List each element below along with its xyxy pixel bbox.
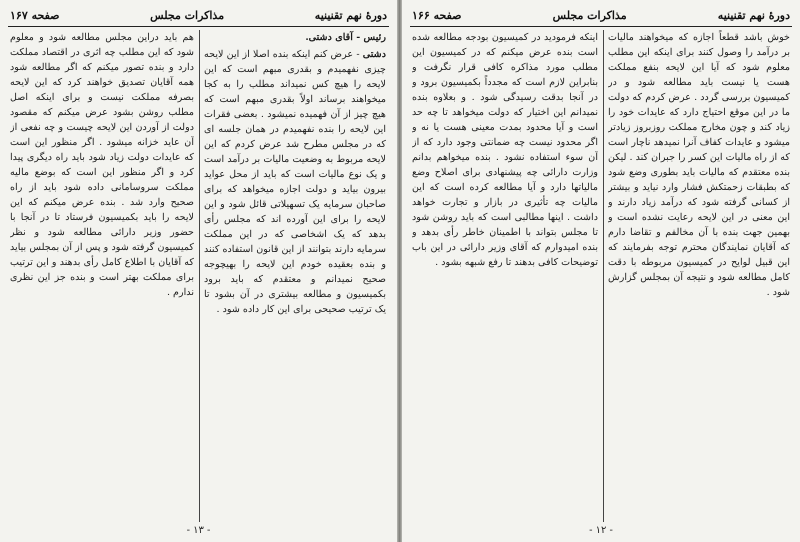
right-page-folio: - ۱۲ - (589, 525, 613, 536)
left-page-folio: - ۱۳ - (186, 525, 211, 536)
right-column-divider (603, 30, 604, 522)
left-page (0, 0, 397, 542)
left-center-title: مذاکرات مجلس (150, 8, 225, 22)
left-page-header (10, 6, 387, 24)
right-header-rule (410, 26, 792, 27)
left-header-rule (8, 26, 389, 27)
left-right-column-text: - عرض کنم اینکه بنده اصلا از این لایحه چیزی نفهمیدم و بقدری مبهم است که این لایحه را هیچ کس نمیداند مطلب را به کجا میخواهند برساند اولاً بقدری مبهم است که هیچ چیز از آن فهمیده نمیشود . بعضی فقرات این لایحه را بنده نفهمیدم در همان جلسه ای که در مجلس مطرح شد عرض کردم که این لایحه مربوط به وضعیت مالیات بر درآمد است و یک نوع مالیات است که باید از محل عواید بیرون بیاید و دولت اجازه میخواهد که برای صاحبان سرمایه یک تسهیلاتی قائل شود و این لایحه را برای این آورده اند که مجلس رأی بدهد که یک اشخاصی که در این مملکت سرمایه دارند بتوانند از این قانون استفاده کنند و بنده بعقیده خودم این لایحه را بهیچوجه صحیح نمیدانم و معتقدم که باید برود بکمیسیون و مطالعه بیشتری در آن بشود تا یک ترتیب صحیحی برای این کار داده شود . (204, 49, 386, 315)
right-page-header (412, 6, 790, 24)
left-page-number: صفحه ۱۶۷ (10, 8, 60, 22)
speaker-name: دشتی (362, 49, 386, 60)
right-page-left-column (412, 30, 598, 522)
left-journal-title: دورهٔ نهم تقنینیه (314, 8, 387, 22)
right-page (402, 0, 800, 542)
right-page-right-column (608, 30, 790, 522)
right-right-column-text: خوش باشد قطعاً اجازه که میخواهند مالیات بر درآمد را وصول کنند برای اینکه این مطلب معلوم شود که آیا این لایحه بنفع مملکت هست یا نیست باید مطالعه شود و در کمیسیون بررسی گردد . عرض کردم که دولت ما در این موقع احتیاج دارد که عایدات خود را زیاد کند و چون مخارج مملکت روزبروز زیادتر میشود و عایدات کفاف آنرا نمیدهد ناچار است که از راه مالیات این کسر را جبران کند . لیکن بنده معتقدم که مالیات باید بطوری وضع شود که بطبقات زحمتکش فشار وارد نیاید و بیشتر از کسانی گرفته شود که درآمد زیاد دارند و این معنی در این لایحه رعایت نشده است و بهمین جهت بنده با آن مخالفم و تقاضا دارم که آقایان نمایندگان محترم توجه بفرمایند که این قبیل لوایح در کمیسیون مربوطه با دقت کامل مطالعه شود و نتیجه آن بمجلس گزارش شود . (608, 32, 790, 298)
right-journal-title: دورهٔ نهم تقنینیه (717, 8, 790, 22)
left-column-divider (199, 30, 200, 522)
right-left-column-text: اینکه فرمودید در کمیسیون بودجه مطالعه شده است بنده عرض میکنم که در کمیسیون این مطلب مورد مذاکره کافی قرار نگرفت و بنابراین لازم است که مجدداً بکمیسیون برود و در آنجا بدقت رسیدگی شود . و بعلاوه بنده نمیدانم این اختیار که دولت میخواهد تا چه حد است و آیا محدود بمدت معینی هست یا نه و اگر محدود نیست چه ضمانتی وجود دارد که از آن سوء استفاده نشود . بنده میخواهم بدانم وزارت دارائی چه پیشنهادی برای اصلاح وضع مالیاتها دارد و آیا مطالعه کرده است که این مالیات چه تأثیری در بازار و تجارت خواهد داشت . اینها مطالبی است که باید روشن شود تا مجلس بتواند با اطمینان خاطر رأی بدهد و بنده امیدوارم که آقای وزیر دارائی در این باب توضیحات کافی بدهند تا رفع شبهه بشود . (412, 32, 598, 268)
left-page-left-column (10, 30, 194, 522)
left-left-column-text: هم باید دراین مجلس مطالعه شود و معلوم شود که این مطلب چه اثری در اقتصاد مملکت دارد و بنده تصور میکنم که اگر مطالعه شود همه آقایان تصدیق خواهند کرد که این لایحه بصرفه مملکت نیست و برای اینکه اصل مطلب روشن بشود عرض میکنم که مقصود دولت از آوردن این لایحه چیست و چه نفعی از آن عاید خزانه میشود . اگر منظور این است که عایدات دولت زیاد شود باید راه دیگری پیدا کرد و اگر منظور این است که بوضع مالیه مملکت سروسامانی داده شود باید از راه صحیح وارد شد . بنده عرض میکنم که این لایحه را باید بکمیسیون فرستاد تا در آنجا با حضور وزیر دارائی مطالعه شود و نظر کمیسیون گرفته شود و پس از آن بمجلس بیاید که آقایان با اطلاع کامل رأی بدهند و این ترتیب برای مملکت بهتر است و بنده جز این نظری ندارم . (10, 32, 194, 298)
left-page-right-column (204, 30, 386, 522)
speaker-line: رئیس - آقای دشتی. (305, 32, 386, 43)
right-center-title: مذاکرات مجلس (552, 8, 627, 22)
right-page-number: صفحه ۱۶۶ (412, 8, 462, 22)
